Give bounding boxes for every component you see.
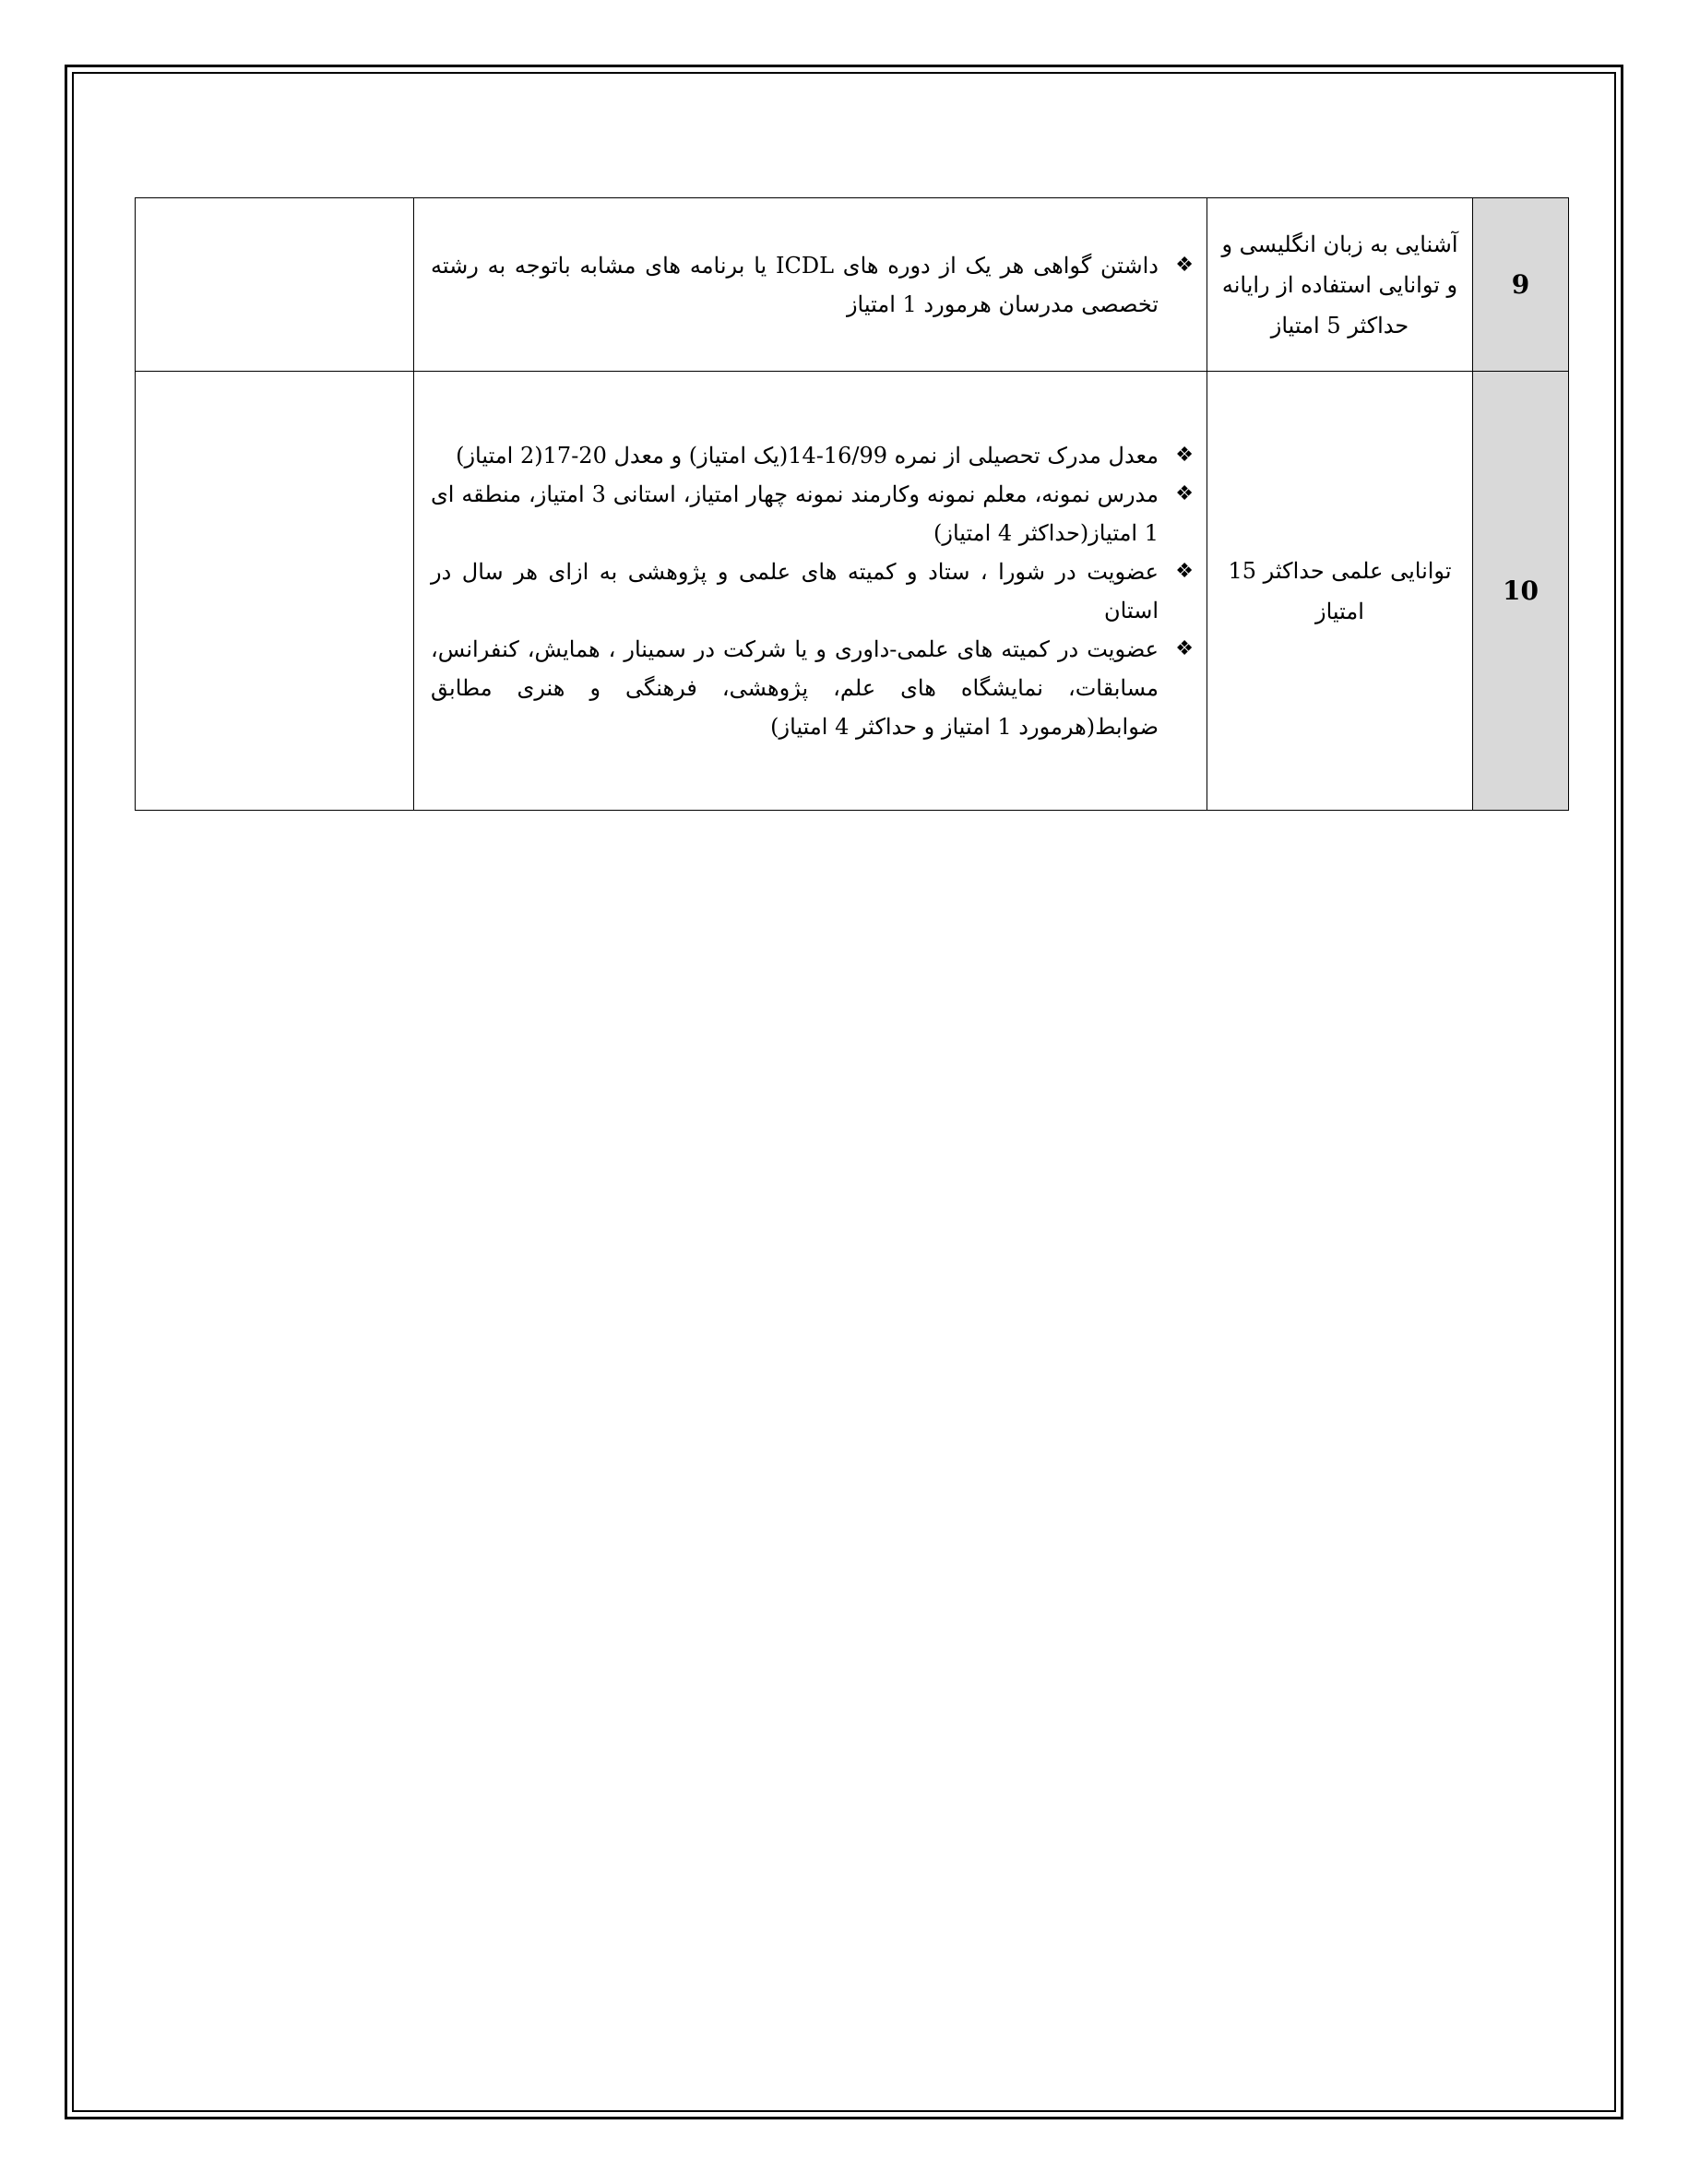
- table-row: [136, 198, 1569, 372]
- list-item: [431, 475, 1195, 552]
- diamond-bullet-icon: ❖: [1175, 443, 1194, 467]
- score-cell: [136, 198, 414, 372]
- criteria-list: [431, 436, 1195, 746]
- list-item-text: عضویت در کمیته های علمی-داوری و یا شرکت در سمینار ، همایش، کنفرانس، مسابقات، نمایشگاه های علم، پژوهشی، فرهنگی و هنری مطابق ضوابط(هرمورد 1 امتیاز و حداکثر 4 امتیاز): [431, 635, 1159, 740]
- list-item-text: داشتن گواهی هر یک از دوره های ICDL یا برنامه های مشابه باتوجه به رشته تخصصی مدرسان هرمورد 1 امتیاز: [431, 252, 1159, 317]
- diamond-bullet-icon: ❖: [1175, 481, 1194, 505]
- criterion-title: توانایی علمی حداکثر 15 امتیاز: [1207, 372, 1473, 811]
- diamond-bullet-icon: ❖: [1175, 559, 1194, 583]
- list-item: [431, 246, 1195, 324]
- criteria-list: [431, 246, 1195, 324]
- table-row: [136, 372, 1569, 811]
- criterion-description: [414, 198, 1207, 372]
- list-item-text: عضویت در شورا ، ستاد و کمیته های علمی و پژوهشی به ازای هر سال در استان: [431, 558, 1159, 623]
- row-number: 10: [1473, 372, 1569, 811]
- diamond-bullet-icon: ❖: [1175, 636, 1194, 660]
- list-item-text: مدرس نمونه، معلم نمونه وکارمند نمونه چهار امتیاز، استانی 3 امتیاز، منطقه ای 1 امتیاز(حداکثر 4 امتیاز): [431, 481, 1159, 546]
- row-number: 9: [1473, 198, 1569, 372]
- scoring-table: [135, 197, 1569, 811]
- criterion-title: آشنایی به زبان انگلیسی و و توانایی استفاده از رایانه حداکثر 5 امتیاز: [1207, 198, 1473, 372]
- list-item: [431, 552, 1195, 630]
- score-cell: [136, 372, 414, 811]
- diamond-bullet-icon: ❖: [1175, 253, 1194, 277]
- list-item: [431, 630, 1195, 746]
- list-item-text: معدل مدرک تحصیلی از نمره 16/99-14(یک امتیاز) و معدل 20-17(2 امتیاز): [456, 442, 1159, 469]
- list-item: [431, 436, 1195, 475]
- criterion-description: [414, 372, 1207, 811]
